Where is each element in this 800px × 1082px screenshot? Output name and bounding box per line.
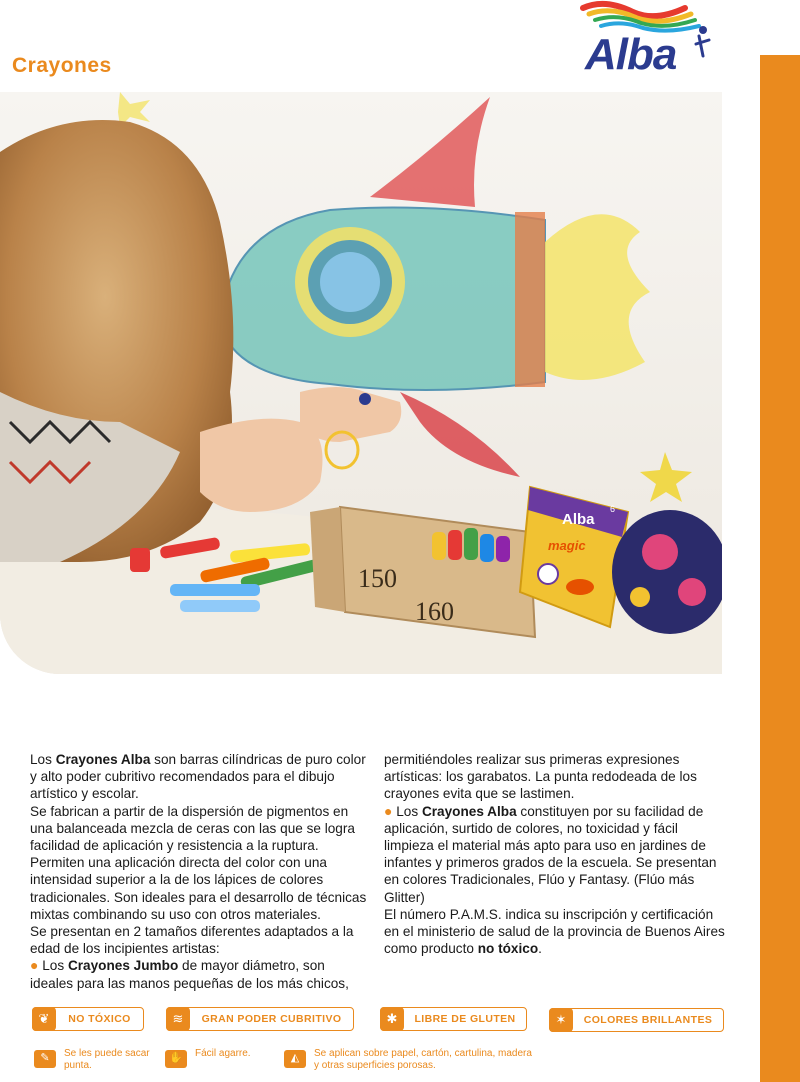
feature-grip bbox=[165, 1048, 275, 1068]
text-segment: Los bbox=[38, 958, 68, 974]
badge-label: NO TÓXICO bbox=[68, 1013, 131, 1025]
product-name: Crayones Alba bbox=[55, 752, 151, 767]
text-segment: . bbox=[538, 941, 542, 957]
text-segment: El número P.A.M.S. indica su inscripción y certificación en el ministerio de salud de la provincia de Buenos Aires como producto bbox=[384, 906, 725, 957]
bullet-icon: ● bbox=[30, 957, 39, 974]
description-left-column bbox=[30, 751, 370, 992]
description-right-column bbox=[384, 751, 729, 957]
badge-libre-de-gluten bbox=[380, 1007, 527, 1031]
product-name: Crayones Alba bbox=[421, 803, 517, 819]
non-toxic-emphasis: no tóxico bbox=[477, 941, 539, 957]
sizes-paragraph: Se presentan en 2 tamaños diferentes adaptados a la edad de los incipientes artistas: bbox=[30, 924, 354, 957]
badge-label: GRAN PODER CUBRITIVO bbox=[201, 1013, 342, 1025]
jumbo-bullet bbox=[30, 957, 370, 991]
badge-gran-poder-cubritivo bbox=[166, 1007, 354, 1031]
pams-paragraph bbox=[384, 906, 729, 958]
badge-no-toxico bbox=[32, 1007, 144, 1031]
hero-photo bbox=[0, 92, 722, 674]
badge-label: COLORES BRILLANTES bbox=[583, 1014, 713, 1026]
text-segment: Los bbox=[30, 752, 56, 767]
side-accent-bar bbox=[760, 55, 800, 1082]
text-segment: son barras cilíndricas de puro color y alto poder cubritivo recomendados para el dibujo artístico y escolar. bbox=[30, 752, 366, 802]
bullet-icon: ● bbox=[384, 802, 393, 819]
application-paragraph: Permiten una aplicación directa del color con una intensidad superior a la de los lápices de colores tradicionales. Son ideales para el desarrollo de técnicas mixtas combinando su uso con otros materiales. bbox=[30, 855, 367, 922]
alba-logo bbox=[575, 0, 715, 82]
sharpener-icon: ✎ bbox=[34, 1050, 56, 1068]
manufacturing-paragraph: Se fabrican a partir de la dispersión de pigmentos en una balanceada mezcla de ceras con las que se logra facilidad de aplicación y resistencia a la ruptura. bbox=[30, 803, 355, 854]
sparkle-icon: ✶ bbox=[549, 1008, 573, 1032]
feature-sharpen bbox=[34, 1048, 154, 1071]
crayon-strokes-icon: ≋ bbox=[166, 1007, 190, 1031]
intro-paragraph bbox=[30, 751, 370, 803]
text-segment: constituyen por su facilidad de aplicación, surtido de colores, no toxicidad y fácil limpieza el material más apto para uso en jardines de infantes y primeros grados de la escuela. Se presentan en colores Tradicionales, Flúo y Fantasy. (Flúo más Glitter) bbox=[384, 803, 717, 905]
feature-surfaces bbox=[284, 1048, 534, 1071]
ruler-number-160: 160 bbox=[415, 597, 454, 626]
logo-wordmark: Alba bbox=[585, 30, 677, 79]
product-name: Crayones Jumbo bbox=[67, 958, 179, 974]
badge-label: LIBRE DE GLUTEN bbox=[414, 1013, 516, 1025]
box-line: magic bbox=[548, 538, 586, 553]
feature-text: Se aplican sobre papel, cartón, cartulina, madera y otras superficies porosas. bbox=[314, 1048, 532, 1071]
text-segment: de mayor diámetro, son ideales para las manos pequeñas de los más chicos, bbox=[30, 958, 349, 991]
box-count: 6 bbox=[610, 504, 616, 514]
feature-text: Se les puede sacar punta. bbox=[64, 1048, 150, 1071]
hand-grip-icon: ✋ bbox=[165, 1050, 187, 1068]
badge-colores-brillantes bbox=[549, 1008, 724, 1032]
surface-icon: ◭ bbox=[284, 1050, 306, 1068]
wheat-icon: ✱ bbox=[380, 1007, 404, 1031]
jumbo-continued-paragraph: permitiéndoles realizar sus primeras expresiones artísticas: los garabatos. La punta redodeada de los crayones evita que se lastimen. bbox=[384, 752, 697, 802]
alba-bullet bbox=[384, 803, 729, 906]
page-title: Crayones bbox=[12, 54, 112, 77]
leaf-icon: ❦ bbox=[32, 1007, 56, 1031]
box-brand: Alba bbox=[562, 511, 595, 528]
feature-text: Fácil agarre. bbox=[195, 1048, 251, 1059]
ruler-number-150: 150 bbox=[358, 564, 397, 593]
text-segment: Los bbox=[392, 803, 422, 819]
